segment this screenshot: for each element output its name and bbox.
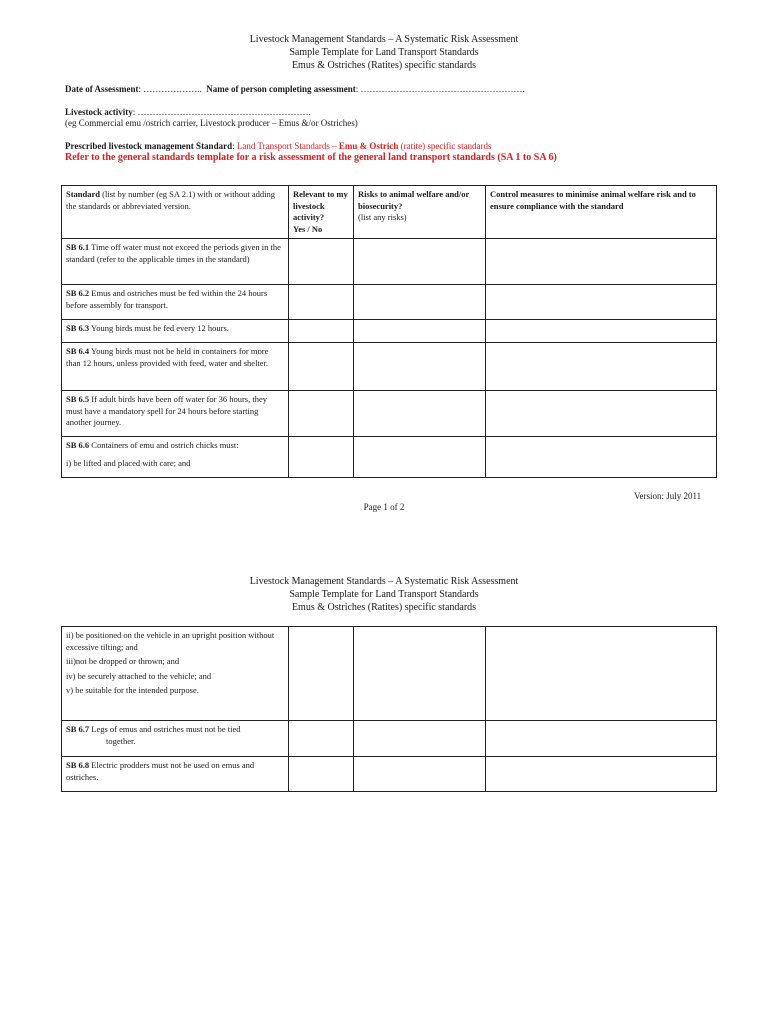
refer-note: Refer to the general standards template for a risk assessment of the general land transport standards (SA 1 to SA 6) [65, 152, 557, 163]
table-row [62, 437, 717, 478]
standard-cell: SB 6.3 Young birds must be fed every 12 hours. [62, 320, 289, 343]
header-line-2: Sample Template for Land Transport Standards [289, 589, 479, 600]
table-row [62, 239, 717, 285]
relevant-cell[interactable] [289, 285, 354, 320]
header-line-3: Emus & Ostriches (Ratites) specific standards [291, 60, 477, 71]
page-header [0, 575, 768, 614]
name-field[interactable]: : ………………………………………………. [355, 84, 525, 94]
table-header-row [62, 186, 717, 239]
activity-field[interactable]: : …………………………………………………. [132, 107, 311, 117]
header-controls: Control measures to minimise animal welfare risk and to ensure compliance with the standard [486, 186, 717, 239]
prescribed-value: Land Transport Standards – Emu & Ostrich (ratite) specific standards [236, 141, 492, 151]
date-field[interactable]: : ……………….. [138, 84, 202, 94]
risks-cell[interactable] [354, 391, 486, 437]
prescribed-label: Prescribed livestock management Standard [65, 141, 233, 151]
header-line-2: Sample Template for Land Transport Standards [289, 47, 479, 58]
risks-cell[interactable] [354, 285, 486, 320]
table-row [62, 757, 717, 792]
controls-cell[interactable] [486, 627, 717, 721]
page-2 [0, 570, 768, 1024]
header-risks: Risks to animal welfare and/or biosecurity? (list any risks) [354, 186, 486, 239]
standard-cell: SB 6.5 If adult birds have been off water for 36 hours, they must have a mandatory spell for 24 hours before starting another journey. [62, 391, 289, 437]
page-number: Page 1 of 2 [363, 502, 405, 512]
table-row [62, 320, 717, 343]
risks-cell[interactable] [354, 757, 486, 792]
controls-cell[interactable] [486, 391, 717, 437]
risk-assessment-table-continued [61, 626, 717, 792]
controls-cell[interactable] [486, 343, 717, 391]
table-row [62, 627, 717, 721]
risks-cell[interactable] [354, 343, 486, 391]
standard-cell: SB 6.1 Time off water must not exceed the periods given in the standard (refer to the applicable times in the standard) [62, 239, 289, 285]
relevant-cell[interactable] [289, 627, 354, 721]
version-label: Version: July 2011 [634, 491, 702, 501]
activity-label: Livestock activity [65, 107, 133, 117]
risk-assessment-table [61, 185, 717, 478]
standard-cell: SB 6.6 Containers of emu and ostrich chicks must: i) be lifted and placed with care; and [62, 437, 289, 478]
name-label: Name of person completing assessment [206, 84, 356, 94]
standard-cell: SB 6.7 Legs of emus and ostriches must not be tied together. [62, 721, 289, 757]
table-row [62, 721, 717, 757]
header-line-3: Emus & Ostriches (Ratites) specific standards [291, 602, 477, 613]
relevant-cell[interactable] [289, 437, 354, 478]
controls-cell[interactable] [486, 320, 717, 343]
risks-cell[interactable] [354, 721, 486, 757]
table-row [62, 285, 717, 320]
controls-cell[interactable] [486, 721, 717, 757]
table-row [62, 343, 717, 391]
header-line-1: Livestock Management Standards – A Systematic Risk Assessment [249, 34, 519, 45]
date-of-assessment-line [65, 83, 525, 95]
controls-cell[interactable] [486, 757, 717, 792]
standard-cell: SB 6.4 Young birds must not be held in containers for more than 12 hours, unless provided with feed, water and shelter. [62, 343, 289, 391]
page-header [0, 33, 768, 72]
risks-cell[interactable] [354, 239, 486, 285]
table-row [62, 391, 717, 437]
prescribed-standard-line: Prescribed livestock management Standard: Land Transport Standards – Emu & Ostrich (ratite) specific standards [65, 141, 492, 151]
controls-cell[interactable] [486, 239, 717, 285]
relevant-cell[interactable] [289, 757, 354, 792]
header-standard: Standard (list by number (eg SA 2.1) with or without adding the standards or abbreviated version. [62, 186, 289, 239]
risks-cell[interactable] [354, 627, 486, 721]
standard-cell: SB 6.2 Emus and ostriches must be fed within the 24 hours before assembly for transport. [62, 285, 289, 320]
risks-cell[interactable] [354, 320, 486, 343]
controls-cell[interactable] [486, 437, 717, 478]
relevant-cell[interactable] [289, 343, 354, 391]
header-relevant: Relevant to my livestock activity? Yes / No [289, 186, 354, 239]
risks-cell[interactable] [354, 437, 486, 478]
standard-cell: ii) be positioned on the vehicle in an upright position without excessive tilting; and iii)not be dropped or thrown; and iv) be securely attached to the vehicle; and v) be suitable for the intended purpose. [62, 627, 289, 721]
header-line-1: Livestock Management Standards – A Systematic Risk Assessment [249, 576, 519, 587]
controls-cell[interactable] [486, 285, 717, 320]
activity-example: (eg Commercial emu /ostrich carrier, Livestock producer – Emus &/or Ostriches) [65, 118, 358, 128]
relevant-cell[interactable] [289, 239, 354, 285]
relevant-cell[interactable] [289, 320, 354, 343]
relevant-cell[interactable] [289, 721, 354, 757]
relevant-cell[interactable] [289, 391, 354, 437]
date-label: Date of Assessment [65, 84, 139, 94]
standard-cell: SB 6.8 Electric prodders must not be used on emus and ostriches. [62, 757, 289, 792]
